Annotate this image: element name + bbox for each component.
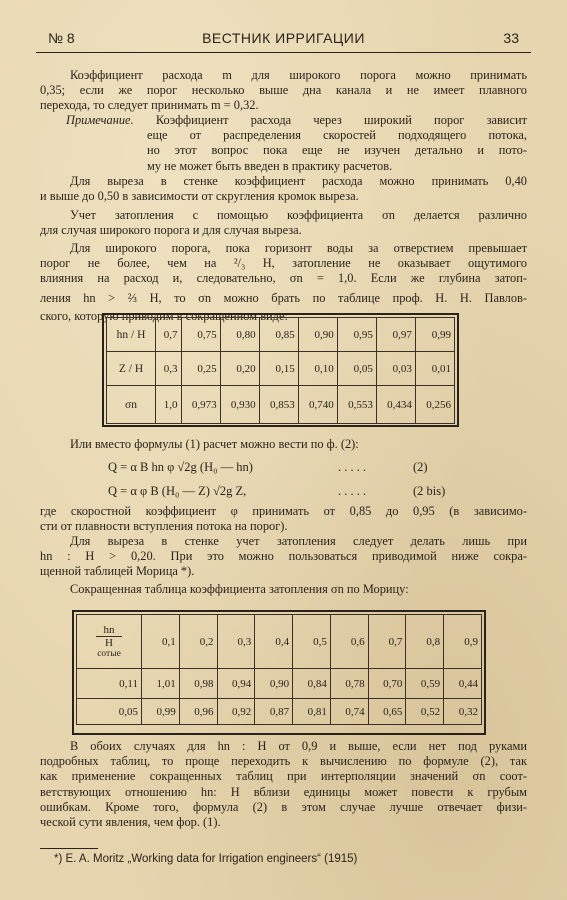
table-cell: 0,25 bbox=[181, 352, 220, 386]
paragraph-7 bbox=[40, 534, 527, 580]
text-line: В обоих случаях для hn : H от 0,9 и выше, если нет под руками bbox=[70, 739, 527, 753]
text-line: как применение сокращенных таблиц при интерполяции значений σn соот- bbox=[40, 769, 527, 784]
formula-2-dots: . . . . . bbox=[338, 460, 367, 474]
table-cell: 0,90 bbox=[255, 669, 293, 699]
table-cell: 0,97 bbox=[376, 318, 415, 352]
table-cell: 0,740 bbox=[298, 386, 337, 424]
table-cell: 0,434 bbox=[376, 386, 415, 424]
column-header: 0,3 bbox=[217, 615, 255, 669]
paragraph-8 bbox=[40, 739, 527, 830]
journal-title: ВЕСТНИК ИРРИГАЦИИ bbox=[202, 30, 365, 46]
column-header: 0,7 bbox=[368, 615, 406, 669]
formula-2-number: (2) bbox=[413, 460, 428, 474]
table-row bbox=[107, 352, 455, 386]
table-cell: 0,98 bbox=[179, 669, 217, 699]
text-line: и выше до 0,50 в зависимости от скругления кромок выреза. bbox=[40, 189, 359, 204]
text-line: где скоростной коэффициент φ принимать от 0,85 до 0,95 (в зависимо- bbox=[40, 504, 527, 518]
text-line: Коэффициент расхода m для широкого порога можно принимать bbox=[70, 68, 527, 82]
table-cell: 0,92 bbox=[217, 699, 255, 725]
issue-number: № 8 bbox=[48, 30, 75, 46]
text-line: Или вместо формулы (1) расчет можно вести по ф. (2): bbox=[70, 437, 359, 451]
footnote: *) E. A. Moritz „Working data for Irrigation engineers“ (1915) bbox=[54, 853, 358, 865]
table-cell: 0,80 bbox=[220, 318, 259, 352]
table-cell: 0,75 bbox=[181, 318, 220, 352]
column-header: 0,9 bbox=[444, 615, 482, 669]
table-cell: 0,95 bbox=[337, 318, 376, 352]
text-line: hn : H > 0,20. При это можно пользоваться приводимой ниже сокра- bbox=[40, 549, 527, 564]
table-cell: 1,01 bbox=[142, 669, 180, 699]
text-line: Для широкого порога, пока горизонт воды за отверстием превышает bbox=[70, 241, 527, 255]
table-cell: 0,78 bbox=[330, 669, 368, 699]
text-line: подробных таблиц, то проще переходить к вычислению по формуле (2), так bbox=[40, 754, 527, 769]
table-cell: 0,7 bbox=[156, 318, 182, 352]
row-label: 0,05 bbox=[77, 699, 142, 725]
table-cell: 0,81 bbox=[293, 699, 331, 725]
text-line: Учет затопления с помощью коэффициента σn делается различно bbox=[70, 208, 527, 222]
text-line: ления hn > ⅔ H, то σn можно брать по таблице проф. Н. Н. Павлов- bbox=[40, 290, 527, 305]
column-header: 0,2 bbox=[179, 615, 217, 669]
table-cell: 0,84 bbox=[293, 669, 331, 699]
note-label: Примечание. bbox=[66, 113, 134, 127]
table-cell: 0,74 bbox=[330, 699, 368, 725]
table-cell: 0,44 bbox=[444, 669, 482, 699]
text-line: сти от плавности вступления потока на порог). bbox=[40, 519, 288, 534]
table-cell: 0,65 bbox=[368, 699, 406, 725]
paragraph-6 bbox=[40, 504, 527, 534]
table-2-caption: Сокращенная таблица коэффициента затопления σn по Морицу: bbox=[70, 582, 409, 596]
table-cell: 0,3 bbox=[156, 352, 182, 386]
table-cell: 0,52 bbox=[406, 699, 444, 725]
running-header bbox=[48, 30, 519, 48]
text-line: Коэффициент расхода через широкий порог зависит bbox=[155, 113, 527, 127]
formula-text: Q = α B hn φ √2g (H₀ — hn) bbox=[108, 460, 253, 474]
table-cell: 0,94 bbox=[217, 669, 255, 699]
table-cell: 0,87 bbox=[255, 699, 293, 725]
text-line: ошибкам. Кроме того, формула (2) в этом случае лучше отвечает физи- bbox=[40, 799, 527, 814]
table-cell: 0,01 bbox=[415, 352, 454, 386]
table-cell: 0,853 bbox=[259, 386, 298, 424]
table-corner bbox=[77, 615, 142, 669]
header-row bbox=[77, 615, 482, 669]
text-line: Для выреза в стенке коэффициент расхода можно принимать 0,40 bbox=[70, 174, 527, 188]
paragraph-4 bbox=[40, 241, 527, 324]
text-line: ческой сути явления, чем фор. (1). bbox=[40, 815, 221, 830]
paragraph-2 bbox=[40, 174, 527, 204]
table-cell: 0,85 bbox=[259, 318, 298, 352]
table-row bbox=[77, 699, 482, 725]
table-cell: 0,70 bbox=[368, 669, 406, 699]
text-line: перехода, то следует принимать m = 0,32. bbox=[40, 98, 259, 113]
table-cell: 0,20 bbox=[220, 352, 259, 386]
table-row bbox=[77, 669, 482, 699]
corner-top: hn bbox=[103, 624, 115, 636]
header-rule bbox=[36, 52, 531, 53]
column-header: 0,5 bbox=[293, 615, 331, 669]
note-block bbox=[40, 113, 527, 174]
formula-2bis-dots: . . . . . bbox=[338, 484, 367, 498]
formula-2bis-number: (2 bis) bbox=[413, 484, 446, 498]
table-cell: 0,99 bbox=[415, 318, 454, 352]
column-header: 0,6 bbox=[330, 615, 368, 669]
text-line: но этот вопрос пока еще не изучен детально и пото- bbox=[147, 143, 527, 158]
column-header: 0,8 bbox=[406, 615, 444, 669]
table-cell: 0,553 bbox=[337, 386, 376, 424]
formula-2bis bbox=[108, 484, 246, 499]
table-row bbox=[107, 386, 455, 424]
formula-2 bbox=[108, 460, 253, 475]
table-2-caption-block bbox=[40, 582, 527, 597]
text-line: 0,35; если же порог несколько выше дна канала и не имеет плавного bbox=[40, 83, 527, 98]
paragraph-3 bbox=[40, 208, 527, 238]
pavlovsky-table bbox=[106, 317, 455, 424]
text-line: ского, которую приводим в сокращенном виде: bbox=[40, 308, 288, 323]
corner-bottom: сотые bbox=[97, 649, 121, 659]
row-label: hn / H bbox=[107, 318, 156, 352]
table-cell: 0,96 bbox=[179, 699, 217, 725]
row-label: Z / H bbox=[107, 352, 156, 386]
row-label: σn bbox=[107, 386, 156, 424]
column-header: 0,4 bbox=[255, 615, 293, 669]
moritz-table bbox=[76, 614, 482, 725]
text-line: еще от распределения скоростей подходящего потока, bbox=[147, 128, 527, 143]
paragraph-1 bbox=[40, 68, 527, 114]
text-line: щенной таблицей Морица *). bbox=[40, 564, 195, 579]
table-cell: 0,99 bbox=[142, 699, 180, 725]
table-cell: 0,930 bbox=[220, 386, 259, 424]
page-number: 33 bbox=[503, 30, 519, 46]
footnote-rule bbox=[40, 848, 98, 849]
corner-mid: H bbox=[96, 636, 122, 649]
text-line: му не может быть введен в практику расчетов. bbox=[147, 158, 393, 173]
text-line: для случая широкого порога и для случая выреза. bbox=[40, 223, 302, 238]
table-cell: 0,256 bbox=[415, 386, 454, 424]
column-header: 0,1 bbox=[142, 615, 180, 669]
paragraph-5 bbox=[40, 437, 527, 452]
table-cell: 0,03 bbox=[376, 352, 415, 386]
text-line: влияния на расход и, следовательно, σn = 1,0. Если же глубина затоп- bbox=[40, 271, 527, 286]
text-line: Для выреза в стенке учет затопления следует делать лишь при bbox=[70, 534, 527, 548]
text-line: ветствующих отношению hn: H вблизи единицы может повести к грубым bbox=[40, 784, 527, 799]
table-cell: 0,32 bbox=[444, 699, 482, 725]
table-cell: 0,973 bbox=[181, 386, 220, 424]
table-cell: 0,10 bbox=[298, 352, 337, 386]
text-line: порог не более, чем на ²/₃ H, затопление не оказывает ощутимого bbox=[40, 256, 527, 271]
row-label: 0,11 bbox=[77, 669, 142, 699]
table-cell: 0,59 bbox=[406, 669, 444, 699]
table-cell: 0,90 bbox=[298, 318, 337, 352]
table-cell: 0,15 bbox=[259, 352, 298, 386]
formula-text: Q = α φ B (H₀ — Z) √2g Z, bbox=[108, 484, 247, 498]
table-cell: 0,05 bbox=[337, 352, 376, 386]
table-cell: 1,0 bbox=[156, 386, 182, 424]
table-row bbox=[107, 318, 455, 352]
